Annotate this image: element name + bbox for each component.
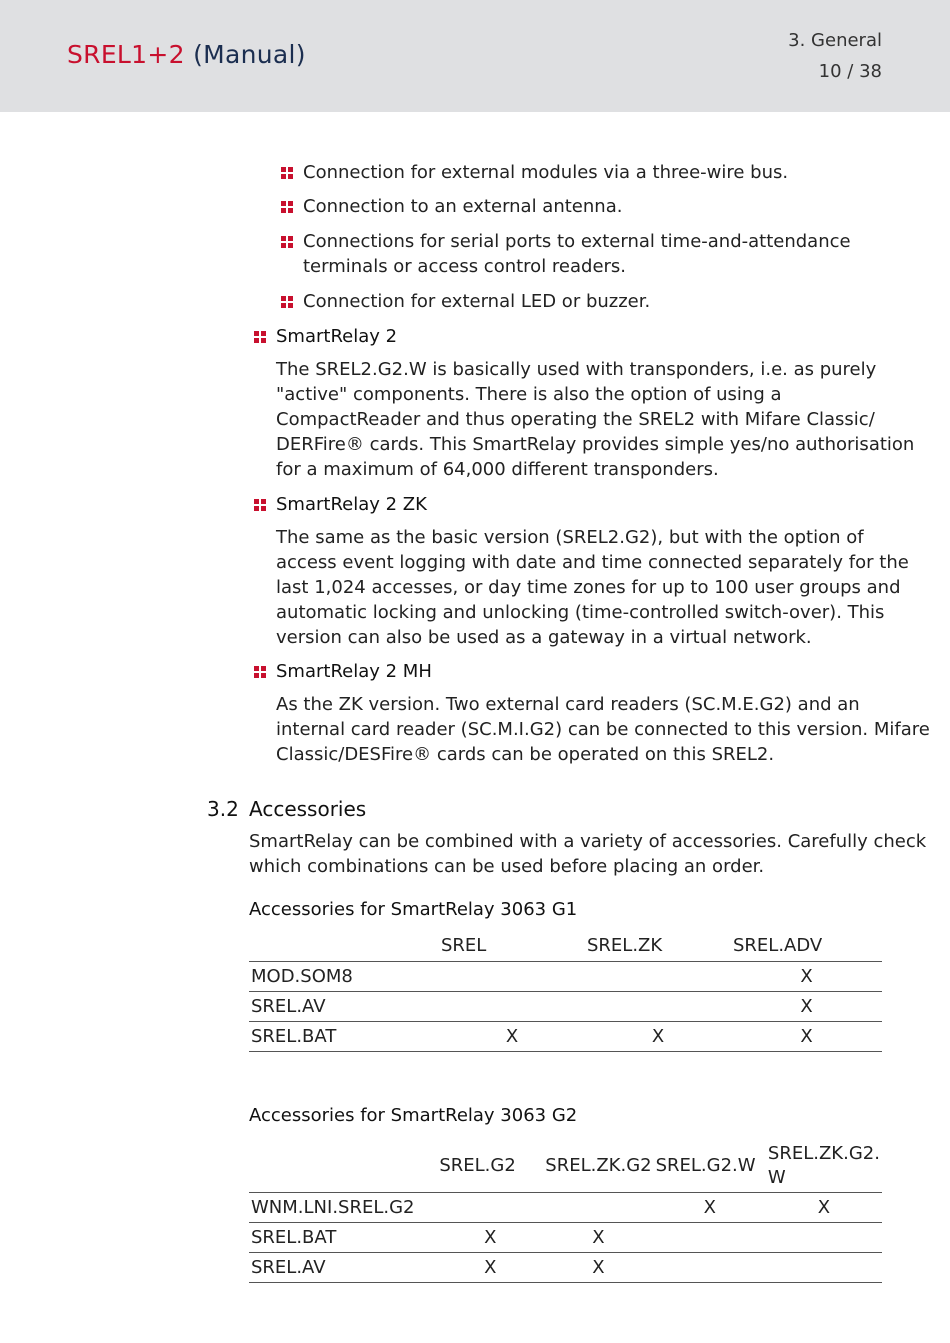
table-cell: [543, 1192, 653, 1222]
table-header-row: [249, 930, 882, 961]
section-intro: SmartRelay can be combined with a variety of accessories. Carefully check: [249, 831, 927, 852]
table-row: [249, 991, 882, 1021]
title-manual: (Manual): [193, 40, 306, 69]
sub-bullet-text: terminals or access control readers.: [303, 256, 627, 277]
table-cell: X: [731, 1021, 882, 1051]
table-cell: SREL.AV: [249, 1252, 437, 1282]
item-text: internal card reader (SC.M.I.G2) can be connected to this version. Mifare: [276, 719, 930, 740]
item-text: The SREL2.G2.W is basically used with transponders, i.e. as purely: [276, 359, 877, 380]
table-header-cell: SREL: [441, 934, 487, 956]
table-header-cell: [766, 1140, 882, 1192]
item-text: automatic locking and unlocking (time-controlled switch-over). This: [276, 602, 885, 623]
table-cell: MOD.SOM8: [249, 961, 439, 991]
table-cell: [766, 1222, 882, 1252]
item-title: SmartRelay 2 ZK: [276, 494, 427, 515]
bullet-icon: [254, 499, 266, 511]
table-header-cell: SREL.G2: [439, 1154, 516, 1176]
table1-caption: Accessories for SmartRelay 3063 G1: [249, 899, 578, 920]
table-cell: X: [439, 1021, 585, 1051]
bullet-icon: [281, 201, 293, 213]
table-cell: [654, 1252, 766, 1282]
item-text: The same as the basic version (SREL2.G2), but with the option of: [276, 527, 864, 548]
table-cell: [766, 1252, 882, 1282]
table-cell: X: [543, 1252, 653, 1282]
bullet-icon: [281, 296, 293, 308]
section-intro: which combinations can be used before placing an order.: [249, 856, 765, 877]
table-cell: X: [731, 961, 882, 991]
item-title: SmartRelay 2 MH: [276, 661, 432, 682]
table-header-cell: [249, 1140, 437, 1192]
table-cell: [439, 991, 585, 1021]
table-header-cell: SREL.ADV: [733, 934, 823, 956]
item-text: for a maximum of 64,000 different transponders.: [276, 459, 719, 480]
table-header-cell: SREL.ZK.G2: [545, 1154, 652, 1176]
page-number: 10 / 38: [818, 61, 882, 82]
table-header-cell: [249, 930, 439, 961]
header-section: 3. General: [788, 30, 882, 51]
table-row: [249, 1222, 882, 1252]
item-text: DERFire® cards. This SmartRelay provides simple yes/no authorisation: [276, 434, 915, 455]
item-text: As the ZK version. Two external card readers (SC.M.E.G2) and an: [276, 694, 860, 715]
table-cell: WNM.LNI.SREL.G2: [249, 1192, 437, 1222]
table-cell: [585, 991, 731, 1021]
page-header: [0, 0, 950, 112]
table-cell: SREL.BAT: [249, 1222, 437, 1252]
item-text: version can also be used as a gateway in a virtual network.: [276, 627, 812, 648]
table-cell: X: [543, 1222, 653, 1252]
item-text: CompactReader and thus operating the SREL2 with Mifare Classic/: [276, 409, 875, 430]
table-cell: X: [766, 1192, 882, 1222]
table2-caption: Accessories for SmartRelay 3063 G2: [249, 1105, 578, 1126]
table-row: [249, 1192, 882, 1222]
table-row: [249, 961, 882, 991]
sub-bullet-text: Connections for serial ports to external time-and-attendance: [303, 231, 851, 252]
accessories-g1-table: [249, 930, 882, 1052]
item-text: Classic/DESFire® cards can be operated on this SREL2.: [276, 744, 775, 765]
title-product: SREL1+2: [67, 40, 185, 69]
section-title: Accessories: [249, 797, 367, 821]
bullet-icon: [254, 666, 266, 678]
table-cell: SREL.AV: [249, 991, 439, 1021]
table-header-cell: SREL.ZK: [587, 934, 663, 956]
table-cell: SREL.BAT: [249, 1021, 439, 1051]
item-text: "active" components. There is also the option of using a: [276, 384, 782, 405]
table-header-row: [249, 1140, 882, 1192]
sub-bullet-text: Connection for external LED or buzzer.: [303, 291, 651, 312]
header-line: W: [767, 1166, 786, 1188]
bullet-icon: [281, 167, 293, 179]
accessories-g2-table: [249, 1140, 882, 1283]
table-row: [249, 1021, 882, 1051]
document-title: [67, 40, 306, 69]
table-header-cell: SREL.G2.W: [655, 1154, 756, 1176]
item-text: access event logging with date and time connected separately for the: [276, 552, 909, 573]
bullet-icon: [281, 236, 293, 248]
sub-bullet-text: Connection for external modules via a three-wire bus.: [303, 162, 789, 183]
sub-bullet-text: Connection to an external antenna.: [303, 196, 623, 217]
table-cell: X: [585, 1021, 731, 1051]
header-line: SREL.ZK.G2.: [767, 1142, 880, 1164]
table-cell: X: [437, 1252, 543, 1282]
table-cell: [585, 961, 731, 991]
item-text: last 1,024 accesses, or day time zones for up to 100 user groups and: [276, 577, 901, 598]
table-cell: [437, 1192, 543, 1222]
table-cell: X: [437, 1222, 543, 1252]
bullet-icon: [254, 331, 266, 343]
table-cell: [654, 1222, 766, 1252]
table-cell: [439, 961, 585, 991]
item-title: SmartRelay 2: [276, 326, 398, 347]
section-number: 3.2: [207, 797, 239, 821]
table-row: [249, 1252, 882, 1282]
table-cell: X: [654, 1192, 766, 1222]
table-cell: X: [731, 991, 882, 1021]
